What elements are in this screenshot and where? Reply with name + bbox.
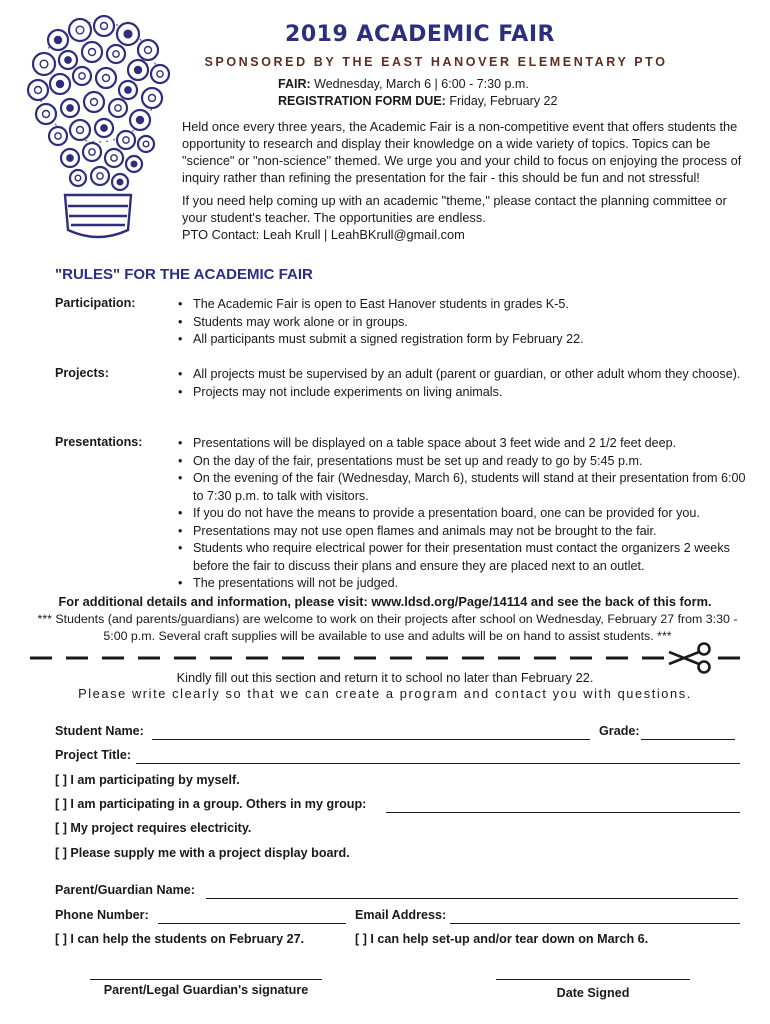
return-instruction: Kindly fill out this section and return it to school no later than February 22. (176, 670, 594, 685)
bulb-bubble-symbol (101, 23, 108, 30)
phone-field[interactable] (158, 911, 346, 924)
bulb-bubble-symbol (125, 87, 131, 93)
list-item: • The presentations will not be judged. (176, 575, 756, 593)
bulb-bubble-symbol (101, 125, 107, 131)
email-field[interactable] (450, 911, 740, 924)
date-signed-label: Date Signed (556, 986, 630, 1000)
presentations-label: Presentations: (55, 435, 143, 449)
write-clearly-instruction: Please write clearly so that we can create a program and contact you with questions. (78, 686, 692, 701)
group-members-field[interactable] (386, 800, 740, 813)
guardian-name-field[interactable] (206, 886, 738, 899)
email-label: Email Address: (355, 908, 447, 922)
page-title: 2019 ACADEMIC FAIR (285, 22, 555, 47)
bulb-bubble-symbol (55, 37, 62, 44)
pto-contact: PTO Contact: Leah Krull | LeahBKrull@gmail.com (182, 227, 465, 242)
signature-label: Parent/Legal Guardian's signature (103, 983, 309, 997)
option-help-setup[interactable]: [ ] I can help set-up and/or tear down on March 6. (355, 932, 649, 946)
due-value: Friday, February 22 (449, 94, 558, 108)
bulb-bubble-symbol (113, 51, 119, 57)
bulb-bubble-symbol (89, 149, 95, 155)
fair-value: Wednesday, March 6 | 6:00 - 7:30 p.m. (314, 77, 529, 91)
list-item: • If you do not have the means to provide a presentation board, one can be provided for you. (176, 505, 756, 523)
option-requires-electricity[interactable]: [ ] My project requires electricity. (55, 821, 252, 835)
bulb-bubble-symbol (67, 105, 73, 111)
list-item: • All projects must be supervised by an adult (parent or guardian, or other adult whom they choose). (176, 366, 756, 384)
bulb-bubble-symbol (76, 26, 84, 34)
bulb-bubble-symbol (89, 49, 96, 56)
list-item: • Students may work alone or in groups. (176, 314, 756, 332)
date-signed-field[interactable] (496, 979, 690, 980)
event-details (278, 76, 557, 110)
guardian-name-label: Parent/Guardian Name: (55, 883, 195, 897)
bulb-bubble-symbol (91, 99, 98, 106)
option-participating-alone[interactable]: [ ] I am participating by myself. (55, 773, 240, 787)
bulb-bubble-symbol (149, 95, 156, 102)
intro-text (182, 118, 742, 249)
bulb-bubble-symbol (43, 111, 50, 118)
bulb-bubble-symbol (75, 175, 81, 181)
lightbulb-icon (18, 12, 178, 252)
bulb-bubble-symbol (117, 179, 123, 185)
bulb-bubble-symbol (145, 47, 152, 54)
bulb-bubble-symbol (57, 81, 64, 88)
bulb-bubble-symbol (115, 105, 121, 111)
due-label: REGISTRATION FORM DUE: (278, 94, 446, 108)
list-item: • Presentations will be displayed on a table space about 3 feet wide and 2 1/2 feet deep. (176, 435, 756, 453)
list-item: • Presentations may not use open flames and animals may not be brought to the fair. (176, 523, 756, 541)
bulb-bubble-symbol (111, 155, 117, 161)
grade-field[interactable] (641, 727, 735, 740)
project-title-field[interactable] (136, 751, 740, 764)
presentations-list (176, 435, 756, 593)
student-name-field[interactable] (152, 727, 590, 740)
bulb-bubble-symbol (143, 141, 149, 147)
bulb-bubble-symbol (103, 75, 110, 82)
signature-field[interactable] (90, 979, 322, 980)
fair-label: FAIR: (278, 77, 311, 91)
bulb-bubble-symbol (131, 161, 137, 167)
list-item: • Projects may not include experiments on living animals. (176, 384, 756, 402)
bulb-bubble-symbol (77, 127, 84, 134)
bulb-bubble-symbol (65, 57, 71, 63)
bulb-bubble-symbol (79, 73, 85, 79)
rules-heading: "RULES" FOR THE ACADEMIC FAIR (55, 266, 313, 283)
list-item: • All participants must submit a signed registration form by February 22. (176, 331, 756, 349)
workshop-note: *** Students (and parents/guardians) are welcome to work on their projects after school on Wednesday, February 27 from 3:30 - 5:00 p.m. Several craft supplies will be available to use and adults will be on hand to assist students. *** (37, 612, 738, 643)
bulb-bubble-symbol (123, 137, 129, 143)
bulb-bubble-symbol (55, 133, 61, 139)
projects-list (176, 366, 756, 401)
participation-label: Participation: (55, 296, 136, 310)
student-name-label: Student Name: (55, 724, 144, 738)
bulb-bubble-symbol (67, 155, 73, 161)
option-display-board[interactable]: [ ] Please supply me with a project display board. (55, 846, 350, 860)
cut-line (30, 650, 744, 666)
bulb-bubble-symbol (137, 117, 144, 124)
project-title-label: Project Title: (55, 748, 132, 762)
bulb-bubble-symbol (124, 30, 132, 38)
option-participating-group[interactable]: [ ] I am participating in a group. Others in my group: (55, 797, 367, 811)
list-item: • Students who require electrical power for their presentation must contact the organizers 2 weeks before the fair to discuss their plans and ensure they are placed next to an outlet. (176, 540, 756, 575)
bulb-bubble-symbol (157, 71, 163, 77)
list-item: • The Academic Fair is open to East Hanover students in grades K-5. (176, 296, 756, 314)
option-help-students[interactable]: [ ] I can help the students on February 27. (55, 932, 305, 946)
sponsor-line: SPONSORED BY THE EAST HANOVER ELEMENTARY PTO (204, 55, 668, 69)
phone-label: Phone Number: (55, 908, 149, 922)
intro-paragraph-2: If you need help coming up with an academic "theme," please contact the planning committee or your student's teacher. The opportunities are endless. (182, 193, 727, 225)
intro-paragraph-1: Held once every three years, the Academic Fair is a non-competitive event that offers students the opportunity to research and display their knowledge on a wide variety of topics. Topics can be "science" or "non-science" themed. We urge you and your child to focus on enjoying the process of inquiry rather than refining the presentation for the fair - this should be fun and not stressful! (182, 119, 742, 185)
projects-label: Projects: (55, 366, 109, 380)
bulb-bubble-symbol (135, 67, 142, 74)
grade-label: Grade: (599, 724, 640, 738)
list-item: • On the evening of the fair (Wednesday, March 6), students will stand at their presentation from 6:00 to 7:30 p.m. to talk with visitors. (176, 470, 756, 505)
bulb-bubble-symbol (40, 60, 48, 68)
bulb-bubble-symbol (97, 173, 103, 179)
participation-list (176, 296, 756, 349)
bulb-bubble-symbol (35, 87, 42, 94)
details-line: For additional details and information, please visit: www.ldsd.org/Page/14114 and see the back of this form. (58, 594, 712, 609)
list-item: • On the day of the fair, presentations must be set up and ready to go by 5:45 p.m. (176, 453, 756, 471)
